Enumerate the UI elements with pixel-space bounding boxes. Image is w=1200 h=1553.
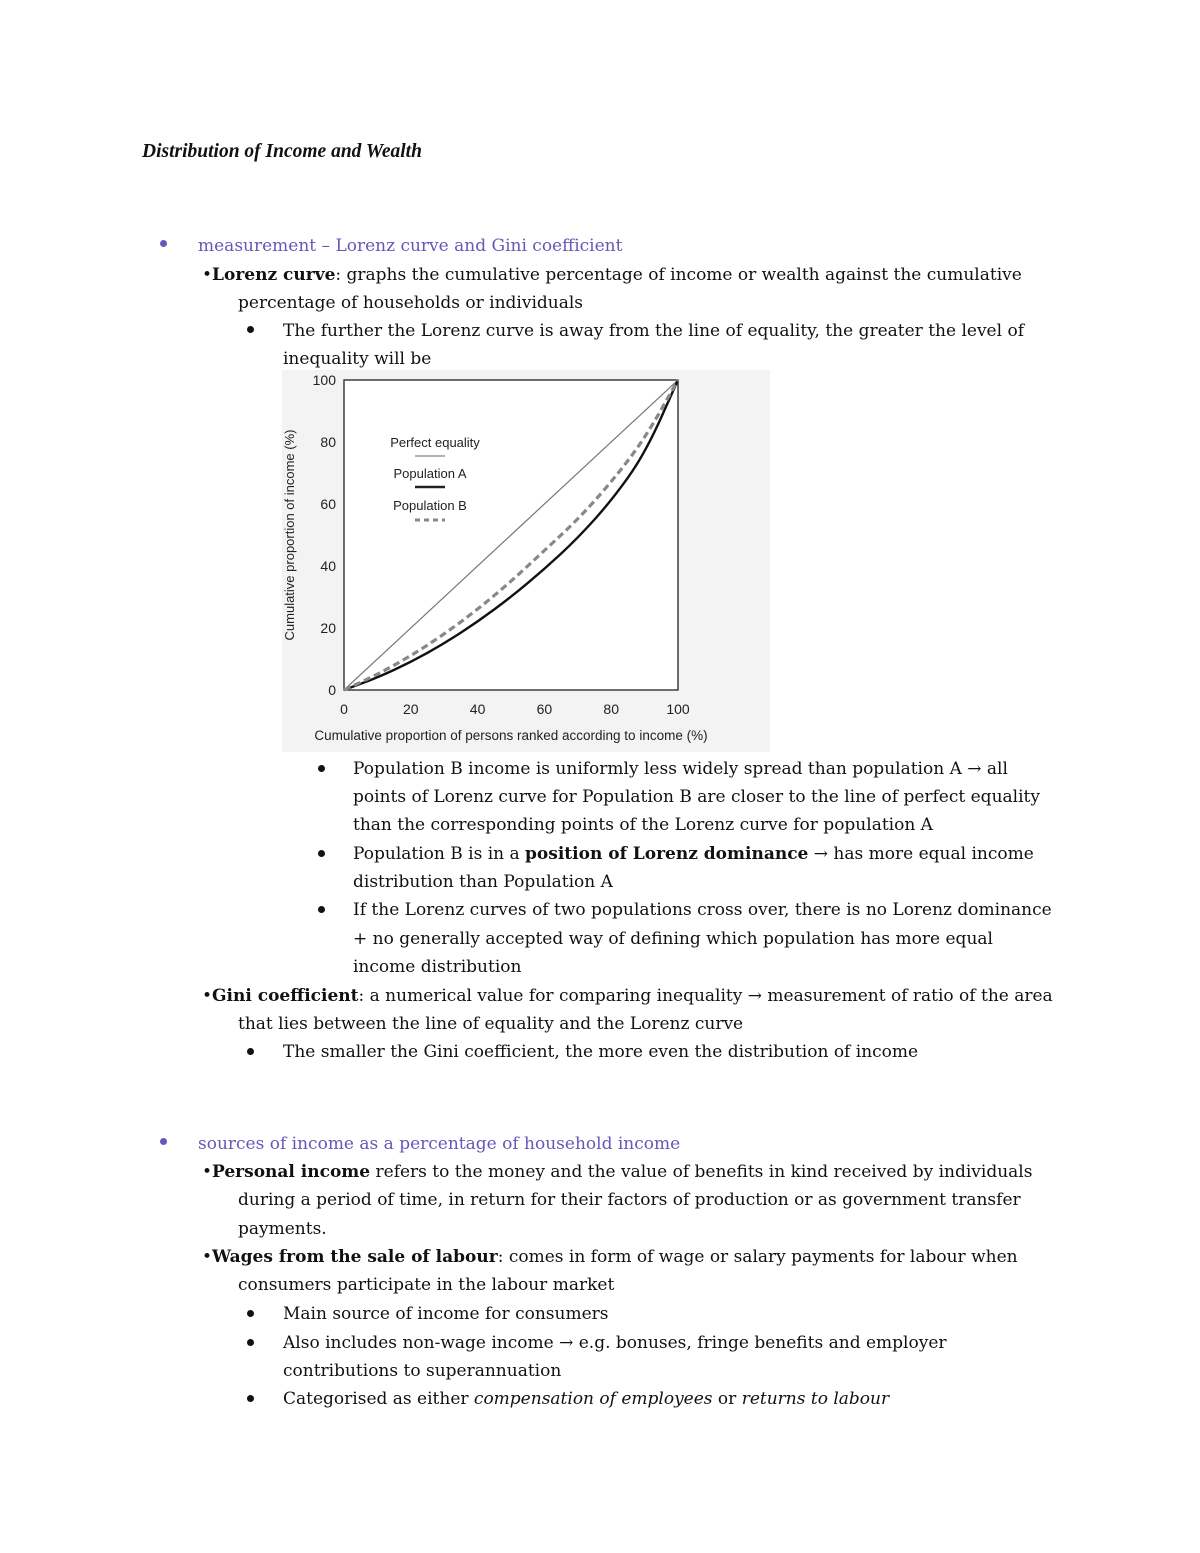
x-tick-label: 60: [536, 701, 553, 717]
page-title: Distribution of Income and Wealth: [142, 141, 422, 162]
lorenz-dominance-text: → has more equal income: [808, 844, 1034, 864]
x-tick-label: 80: [603, 701, 619, 717]
bullet-icon: •: [202, 1247, 213, 1267]
lorenz-dominance-text: Population B is in a: [353, 844, 526, 864]
gini-statement: The smaller the Gini coefficient, the more even the distribution of income: [283, 1042, 919, 1062]
gini-coefficient-definition: [202, 982, 1053, 1010]
lorenz-curve-definition: [202, 261, 1022, 289]
gini-coefficient-definition-text: : a numerical value for comparing inequality → measurement of ratio of the area: [358, 986, 1053, 1006]
bullet-icon: •: [202, 986, 213, 1006]
lorenz-curve-chart: [282, 370, 770, 752]
section-heading-measurement: measurement – Lorenz curve and Gini coefficient: [198, 236, 623, 256]
non-wage-income-statement-cont: contributions to superannuation: [283, 1361, 562, 1381]
gini-coefficient-definition-cont: that lies between the line of equality and the Lorenz curve: [238, 1014, 744, 1034]
bullet-icon: [247, 1339, 254, 1346]
crossover-statement: If the Lorenz curves of two populations cross over, there is no Lorenz dominance: [353, 900, 1052, 920]
x-tick-label: 40: [469, 701, 486, 717]
wages-definition-text: : comes in form of wage or salary payments for labour when: [497, 1247, 1018, 1267]
lorenz-curve-term: Lorenz curve: [212, 265, 336, 285]
x-axis-label: Cumulative proportion of persons ranked according to income (%): [314, 728, 708, 743]
y-tick-label: 100: [312, 372, 336, 388]
further-statement-cont: inequality will be: [283, 349, 432, 369]
bullet-icon: •: [202, 265, 213, 285]
bullet-icon: [247, 1395, 254, 1402]
lorenz-curve-definition-text: : graphs the cumulative percentage of income or wealth against the cumulative: [335, 265, 1022, 285]
personal-income-text: refers to the money and the value of benefits in kind received by individuals: [370, 1162, 1033, 1182]
bullet-icon: [160, 1138, 167, 1145]
bullet-icon: [247, 326, 254, 333]
main-source-statement: Main source of income for consumers: [283, 1304, 609, 1324]
legend-label-population-a: Population A: [393, 466, 467, 481]
categorisation-statement: [283, 1385, 889, 1413]
lorenz-dominance-term: position of Lorenz dominance: [525, 844, 809, 864]
bullet-icon: [160, 240, 167, 247]
y-tick-label: 80: [320, 434, 336, 450]
wages-definition-cont: consumers participate in the labour market: [238, 1275, 615, 1295]
legend-label-population-b: Population B: [393, 498, 467, 513]
categorisation-text: Categorised as either: [283, 1389, 474, 1409]
compensation-of-employees-term: compensation of employees: [473, 1389, 713, 1409]
non-wage-income-statement: Also includes non-wage income → e.g. bonuses, fringe benefits and employer: [283, 1333, 947, 1353]
x-tick-label: 20: [403, 701, 419, 717]
section-heading-sources-of-income: sources of income as a percentage of household income: [198, 1134, 681, 1154]
personal-income-definition-cont: during a period of time, in return for their factors of production or as government transfer: [238, 1190, 1021, 1210]
bullet-icon: [318, 906, 325, 913]
y-axis-label: Cumulative proportion of income (%): [282, 429, 297, 641]
lorenz-dominance-statement: [353, 840, 1034, 868]
gini-coefficient-term: Gini coefficient: [212, 986, 359, 1006]
returns-to-labour-term: returns to labour: [741, 1389, 890, 1409]
x-tick-label: 100: [666, 701, 690, 717]
population-b-statement-cont: than the corresponding points of the Lorenz curve for population A: [353, 815, 933, 835]
bullet-icon: [247, 1310, 254, 1317]
personal-income-definition-cont: payments.: [238, 1219, 327, 1239]
bullet-icon: •: [202, 1162, 213, 1182]
lorenz-dominance-statement-cont: distribution than Population A: [353, 872, 613, 892]
categorisation-text: or: [712, 1389, 742, 1409]
wages-definition: [202, 1243, 1018, 1271]
bullet-icon: [318, 850, 325, 857]
further-statement: The further the Lorenz curve is away from the line of equality, the greater the level of: [283, 321, 1024, 341]
y-tick-label: 40: [320, 558, 336, 574]
wages-term: Wages from the sale of labour: [212, 1247, 498, 1267]
y-tick-label: 20: [320, 620, 336, 636]
personal-income-definition: [202, 1158, 1032, 1186]
x-tick-label: 0: [340, 701, 348, 717]
lorenz-curve-definition-cont: percentage of households or individuals: [238, 293, 584, 313]
personal-income-term: Personal income: [212, 1162, 371, 1182]
population-b-statement-cont: points of Lorenz curve for Population B are closer to the line of perfect equality: [353, 787, 1040, 807]
y-tick-label: 60: [320, 496, 336, 512]
crossover-statement-cont: income distribution: [353, 957, 522, 977]
bullet-icon: [247, 1048, 254, 1055]
legend-label-perfect-equality: Perfect equality: [390, 435, 480, 450]
bullet-icon: [318, 765, 325, 772]
crossover-statement-cont: + no generally accepted way of defining which population has more equal: [353, 929, 993, 949]
population-b-statement: Population B income is uniformly less widely spread than population A → all: [353, 759, 1008, 779]
y-tick-label: 0: [328, 682, 336, 698]
